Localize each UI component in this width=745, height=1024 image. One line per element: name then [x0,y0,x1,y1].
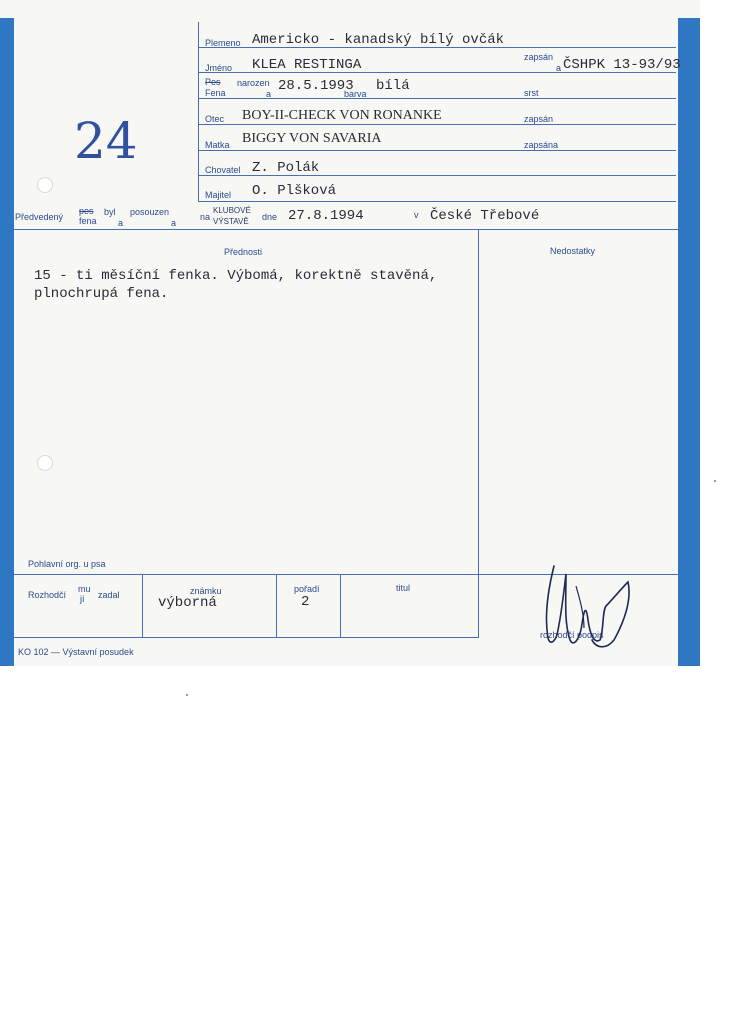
assigned-label: zadal [98,590,120,600]
coat-label: srst [524,88,539,98]
born-suffix: a [266,89,272,99]
merits-line-2: plnochrupá fena. [34,286,169,302]
mother-value: BIGGY VON SAVARIA [242,131,382,146]
was-suffix: a [118,218,124,228]
mother-registered-label: zapsána [524,140,559,150]
title-label: titul [396,583,411,593]
grade-value: výborná [158,595,217,611]
registered-value: ČSHPK 13-93/93 [563,57,681,73]
merits-defects-divider [478,229,479,637]
mu-label: mu [78,584,91,594]
father-label: Otec [205,114,225,124]
registered-label: zapsán [524,52,554,62]
speck [714,480,716,482]
presented-sex: fena [79,216,97,226]
place-label: v [414,210,419,220]
sex-label-struck: Pes [205,77,221,87]
verdict-divider-3 [340,574,341,637]
rule-mother [198,150,676,151]
rule-owner [198,201,676,202]
placement-label: pořadí [294,584,320,594]
breed-label: Plemeno [205,38,241,48]
ji-label: jí [80,594,85,604]
catalog-number: 24 [74,112,138,170]
grade-label: známku [190,586,222,596]
mother-label: Matka [205,140,230,150]
merits-label: Přednosti [224,247,263,257]
signature-label: rozhodčí podpis [540,630,604,640]
born-value: 28.5.1993 [278,78,354,94]
punch-hole-top [37,177,53,193]
punch-hole-bottom [37,455,53,471]
color-label: barva [344,89,367,99]
rule-father [198,124,676,125]
owner-value: O. Plšková [252,183,337,199]
show-type-line1: KLUBOVÉ [213,206,251,215]
born-label: narozen [237,78,270,88]
rule-verdict-bottom [14,637,479,638]
presented-label: Předvedený [15,212,64,222]
show-type-line2: VÝSTAVĚ [213,217,249,226]
judge-label: Rozhodčí [28,590,67,600]
sex-label: Fena [205,88,226,98]
judge-signature [540,560,640,655]
speck [186,694,188,696]
presented-sex-struck: pes [79,206,94,216]
right-blue-stripe [678,18,700,666]
owner-label: Majitel [205,190,232,200]
judged-label: posouzen [130,207,170,217]
rule-presented [14,229,678,230]
merits-line-1: 15 - ti měsíční fenka. Výbomá, korektně stavěná, [34,268,438,284]
color-value: bílá [376,78,410,94]
left-blue-stripe [0,18,14,666]
verdict-divider-1 [142,574,143,637]
placement-value: 2 [301,594,310,610]
breed-value: Americko - kanadský bílý ovčák [252,32,505,48]
judged-suffix: a [171,218,177,228]
father-registered-label: zapsán [524,114,554,124]
defects-label: Nedostatky [550,246,596,256]
father-value: BOY-II-CHECK VON RONANKE [242,108,442,123]
breeder-value: Z. Polák [252,160,320,176]
at-label: na [200,212,211,222]
was-label: byl [104,207,116,217]
name-value: KLEA RESTINGA [252,57,362,73]
place-value: České Třebové [430,208,540,224]
registered-prefix: a [556,63,562,73]
sex-org-label: Pohlavní org. u psa [28,559,106,569]
breeder-label: Chovatel [205,165,241,175]
date-value: 27.8.1994 [288,208,364,224]
name-label: Jméno [205,63,233,73]
form-code: KO 102 — Výstavní posudek [18,647,134,657]
date-label: dne [262,212,278,222]
verdict-divider-2 [276,574,277,637]
